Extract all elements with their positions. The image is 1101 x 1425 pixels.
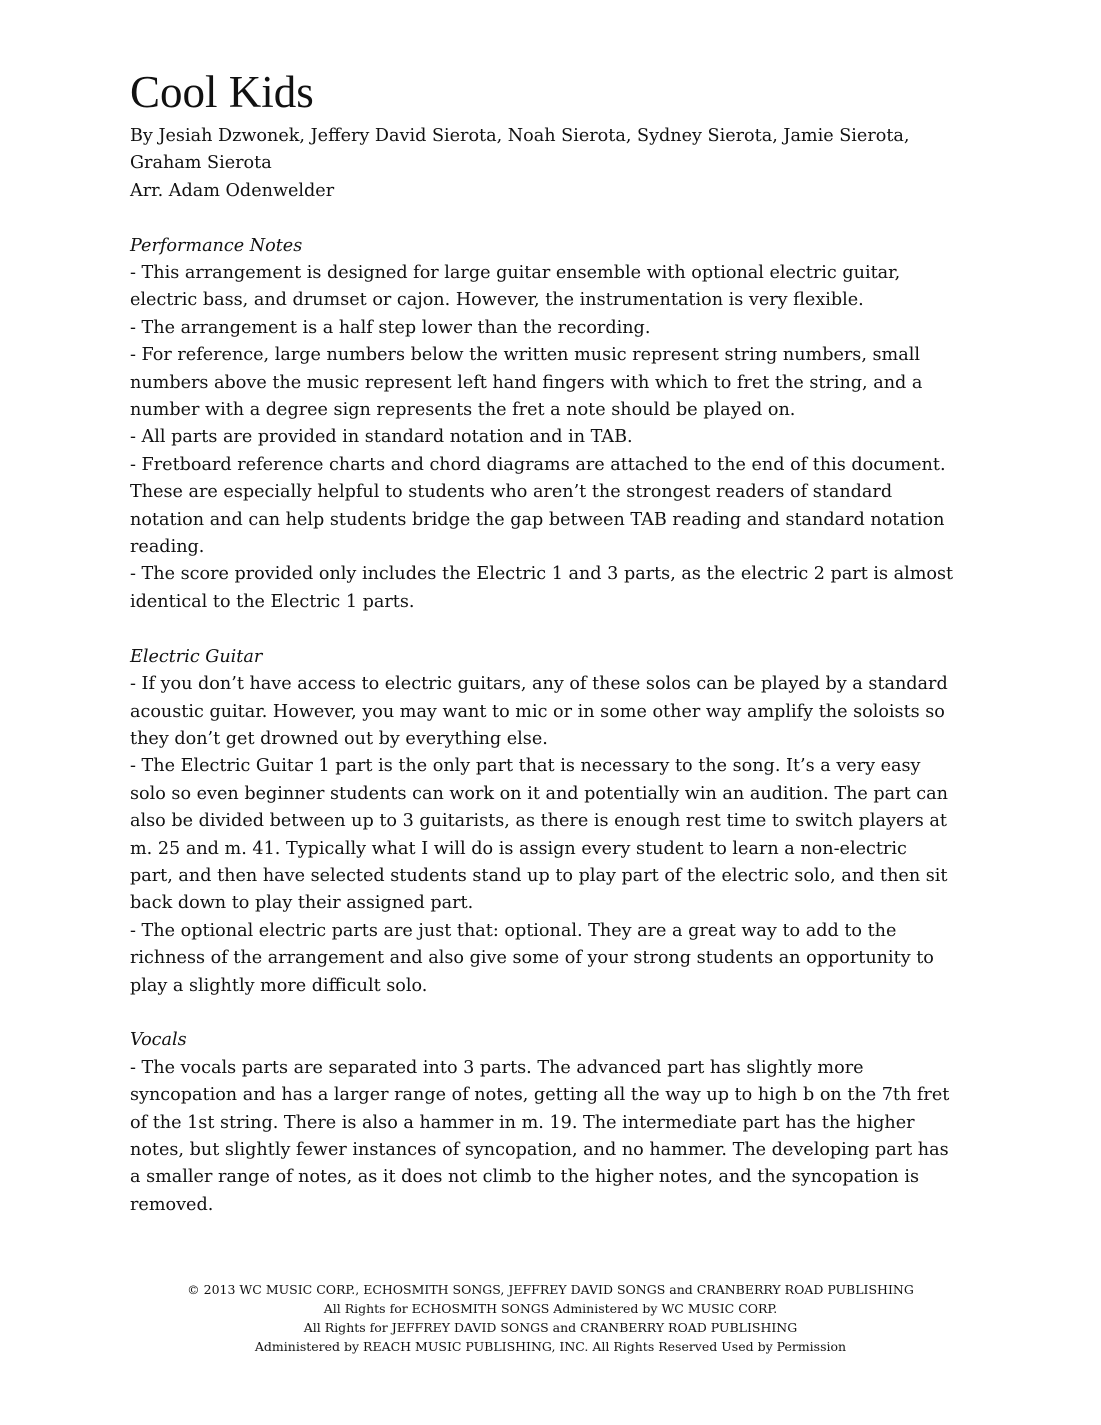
- document-body: [130, 62, 975, 1219]
- paragraph-line: of the 1st string. There is also a hammer in m. 19. The intermediate part has the higher: [130, 1112, 915, 1133]
- arranger-line: Arr. Adam Odenwelder: [130, 180, 335, 201]
- copyright-footer: [0, 1280, 1101, 1356]
- paragraph-line: - The vocals parts are separated into 3 parts. The advanced part has slightly more: [130, 1057, 864, 1078]
- paragraph-line: acoustic guitar. However, you may want to mic or in some other way amplify the soloists so: [130, 701, 945, 722]
- paragraph-line: - All parts are provided in standard notation and in TAB.: [130, 427, 633, 448]
- credits: [130, 123, 975, 205]
- spacer: [130, 616, 975, 643]
- paragraph-line: a smaller range of notes, as it does not climb to the higher notes, and the syncopation is: [130, 1167, 919, 1188]
- paragraph-line: identical to the Electric 1 parts.: [130, 591, 415, 612]
- paragraph-line: play a slightly more difficult solo.: [130, 975, 428, 996]
- paragraph-line: richness of the arrangement and also give some of your strong students an opportunity to: [130, 948, 934, 969]
- section-heading: Vocals: [130, 1030, 187, 1051]
- paragraph-line: - The Electric Guitar 1 part is the only part that is necessary to the song. It’s a very easy: [130, 756, 921, 777]
- performance-notes-section: [130, 233, 975, 617]
- paragraph-line: - The arrangement is a half step lower than the recording.: [130, 317, 651, 338]
- paragraph-line: number with a degree sign represents the fret a note should be played on.: [130, 400, 796, 421]
- paragraph-line: - The score provided only includes the Electric 1 and 3 parts, as the electric 2 part is almost: [130, 564, 954, 585]
- footer-line: © 2013 WC MUSIC CORP., ECHOSMITH SONGS, JEFFREY DAVID SONGS and CRANBERRY ROAD PUBLISHING: [187, 1282, 914, 1297]
- paragraph-line: notation and can help students bridge the gap between TAB reading and standard notation: [130, 509, 945, 530]
- paragraph-line: part, and then have selected students stand up to play part of the electric solo, and then sit: [130, 865, 948, 886]
- paragraph-line: reading.: [130, 537, 205, 558]
- paragraph-line: - For reference, large numbers below the written music represent string numbers, small: [130, 345, 920, 366]
- electric-guitar-section: [130, 644, 975, 1000]
- section-heading: Electric Guitar: [130, 646, 263, 667]
- spacer: [130, 205, 975, 232]
- spacer: [130, 1000, 975, 1027]
- paragraph-line: - This arrangement is designed for large guitar ensemble with optional electric guitar,: [130, 263, 901, 284]
- paragraph-line: These are especially helpful to students who aren’t the strongest readers of standard: [130, 482, 893, 503]
- paragraph-line: back down to play their assigned part.: [130, 893, 474, 914]
- paragraph-line: removed.: [130, 1194, 214, 1215]
- vocals-section: [130, 1027, 975, 1219]
- paragraph-line: they don’t get drowned out by everything else.: [130, 728, 548, 749]
- footer-line: All Rights for ECHOSMITH SONGS Administered by WC MUSIC CORP.: [323, 1301, 778, 1316]
- paragraph-line: notes, but slightly fewer instances of syncopation, and no hammer. The developing part has: [130, 1139, 949, 1160]
- section-heading: Performance Notes: [130, 235, 303, 256]
- paragraph-line: solo so even beginner students can work on it and potentially win an audition. The part can: [130, 783, 948, 804]
- paragraph-line: - Fretboard reference charts and chord diagrams are attached to the end of this document.: [130, 454, 946, 475]
- footer-line: Administered by REACH MUSIC PUBLISHING, INC. All Rights Reserved Used by Permission: [254, 1339, 847, 1354]
- paragraph-line: also be divided between up to 3 guitarists, as there is enough rest time to switch players at: [130, 811, 947, 832]
- paragraph-line: m. 25 and m. 41. Typically what I will do is assign every student to learn a non-electric: [130, 838, 907, 859]
- credits-line: Graham Sierota: [130, 153, 272, 174]
- paragraph-line: - The optional electric parts are just that: optional. They are a great way to add to the: [130, 920, 897, 941]
- credits-line: By Jesiah Dzwonek, Jeffery David Sierota, Noah Sierota, Sydney Sierota, Jamie Sierota,: [130, 126, 910, 146]
- page-title: Cool Kids: [130, 67, 314, 117]
- paragraph-line: electric bass, and drumset or cajon. However, the instrumentation is very flexible.: [130, 290, 864, 311]
- footer-line: All Rights for JEFFREY DAVID SONGS and CRANBERRY ROAD PUBLISHING: [303, 1320, 798, 1335]
- paragraph-line: numbers above the music represent left hand fingers with which to fret the string, and a: [130, 372, 923, 393]
- paragraph-line: - If you don’t have access to electric guitars, any of these solos can be played by a standard: [130, 674, 948, 695]
- paragraph-line: syncopation and has a larger range of notes, getting all the way up to high b on the 7th fret: [130, 1085, 950, 1106]
